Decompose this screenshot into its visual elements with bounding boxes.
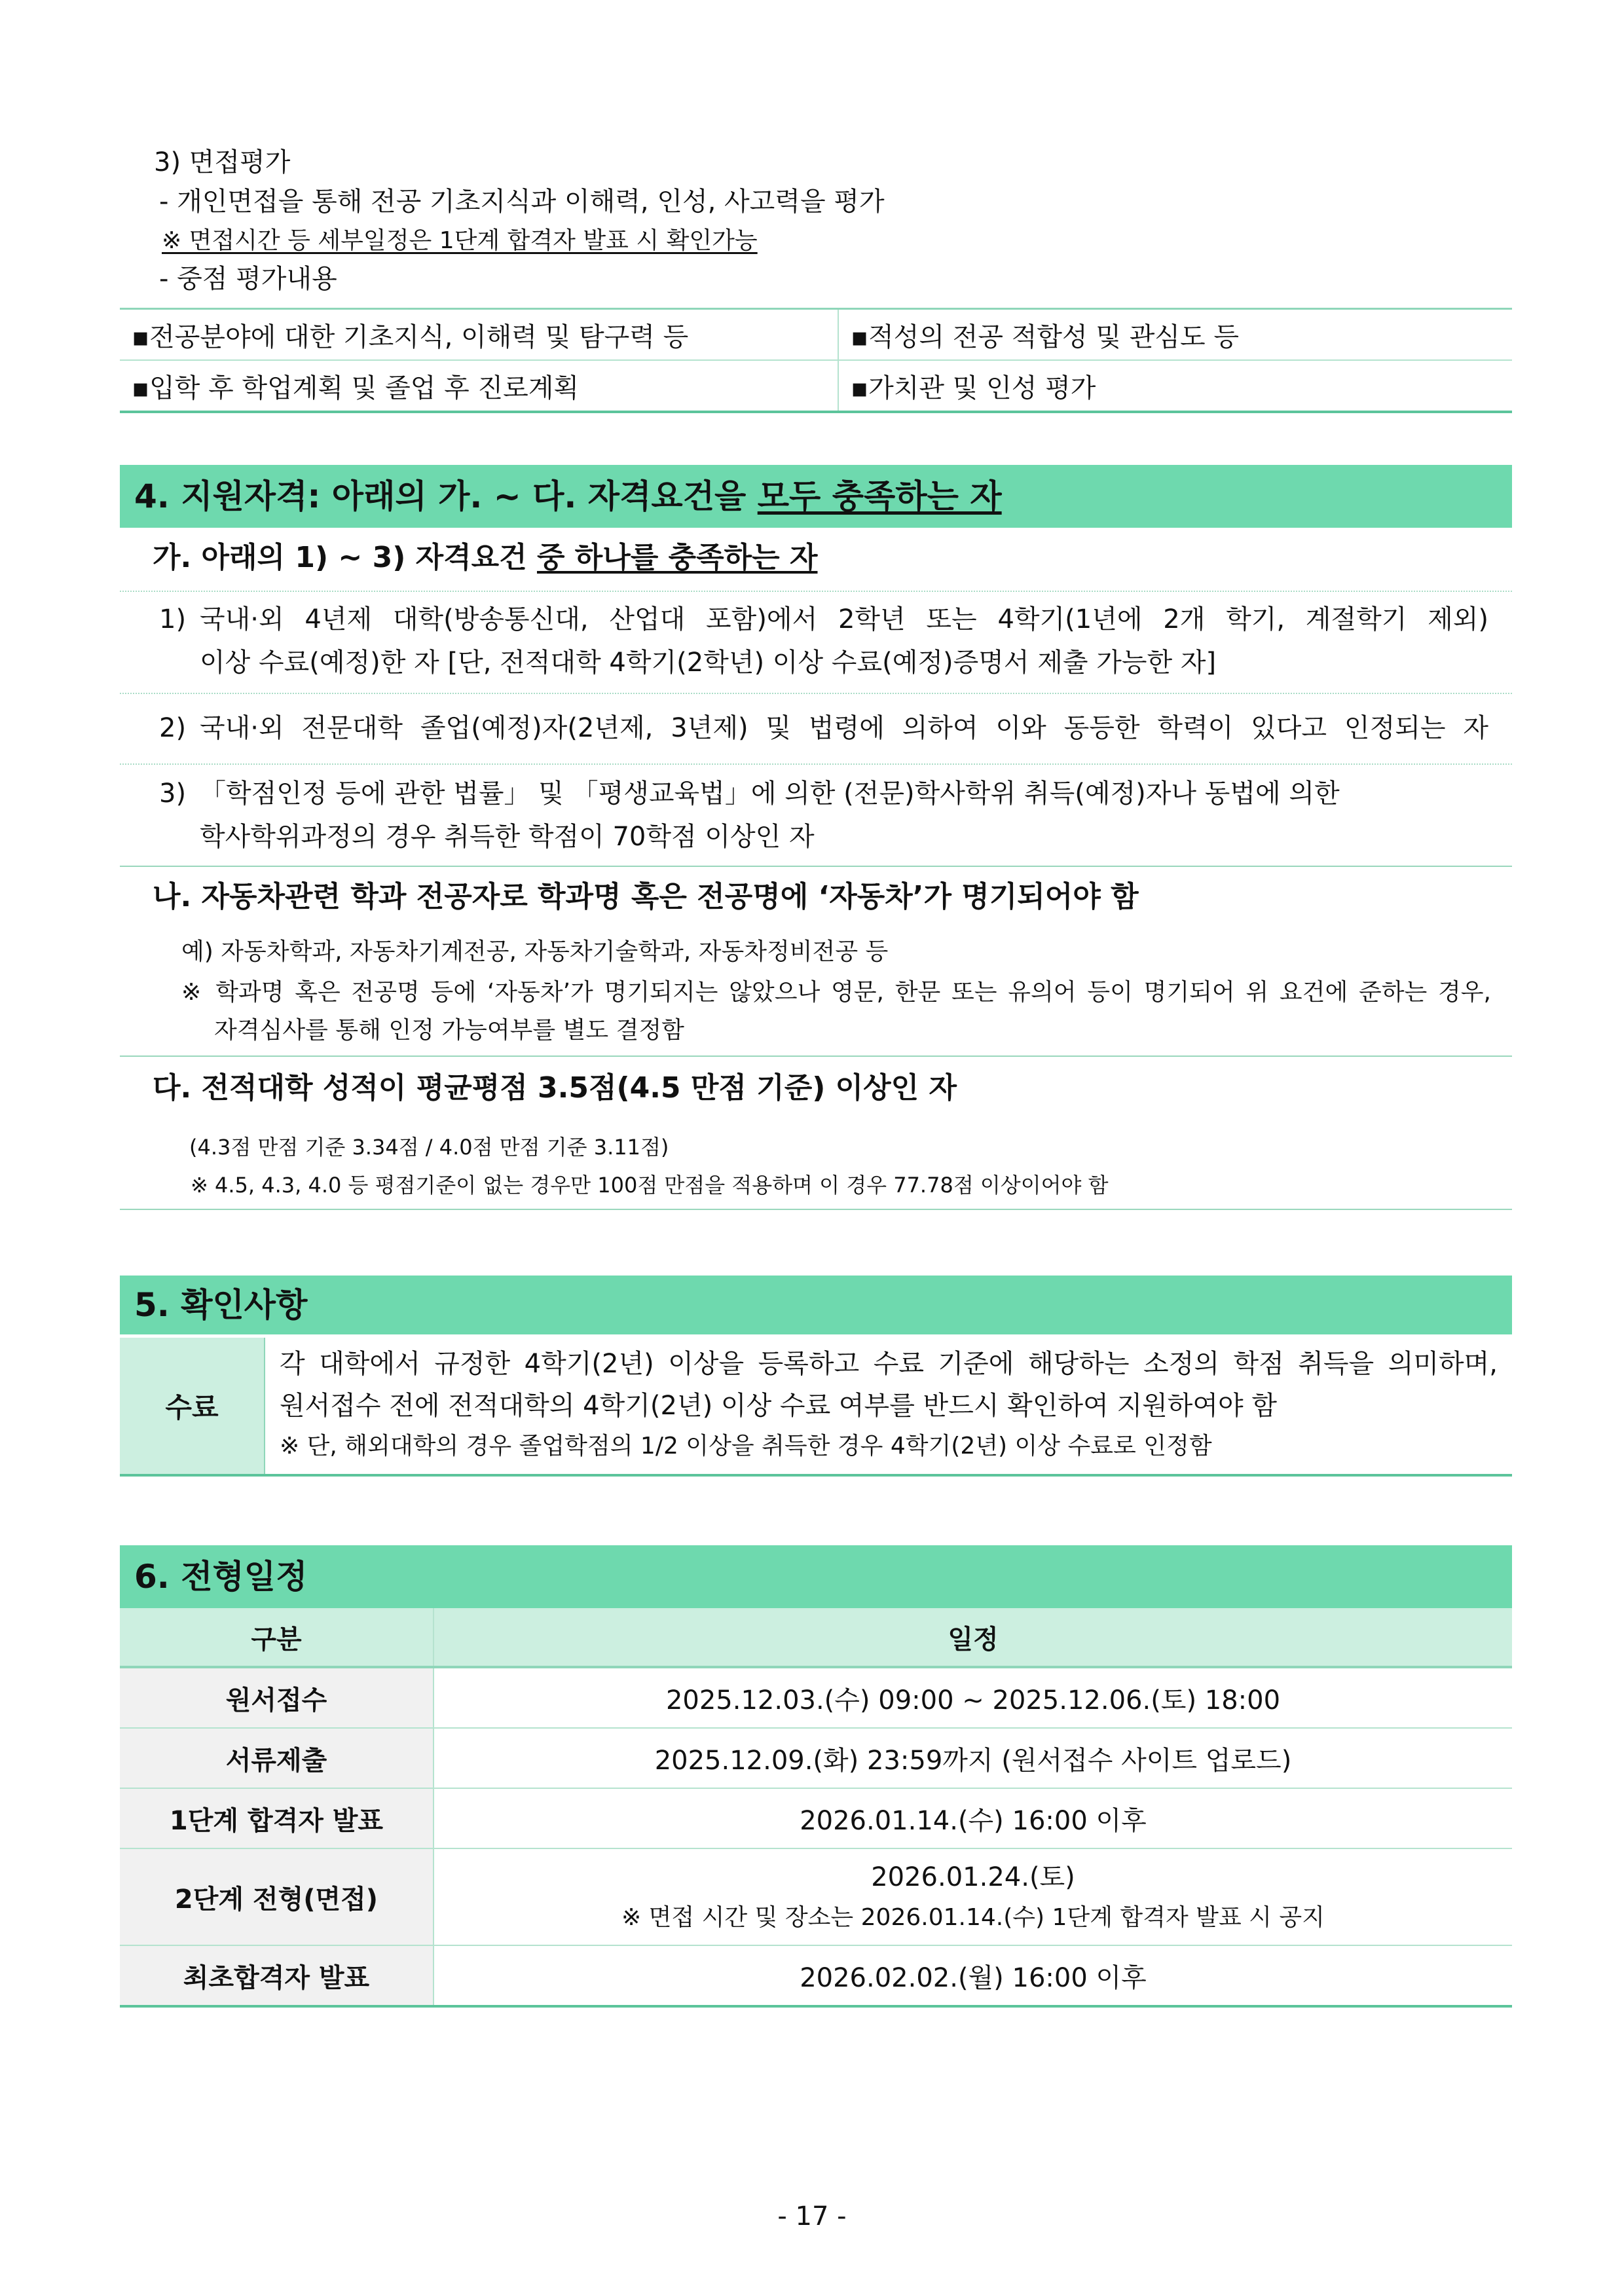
schedule-label: 2단계 전형(면접) [120,1848,434,1945]
schedule-value: 2025.12.03.(수) 09:00 ~ 2025.12.06.(토) 18:00 [434,1667,1512,1728]
ga-item2-line1 [159,707,1488,749]
na-note-line1: ※ 학과명 혹은 전공명 등에 ‘자동차’가 명기되지는 않았으나 영문, 한문 또는 유의어 등이 명기되어 위 요건에 준하는 경우, [181,979,1491,1006]
divider [120,866,1512,867]
confirm-line1: 각 대학에서 규정한 4학기(2년) 이상을 등록하고 수료 기준에 해당하는 소정의 학점 취득을 의미하며, [280,1349,1498,1379]
section4-title-underlined: 모두 충족하는 자 [757,477,1002,515]
schedule-label: 최초합격자 발표 [120,1945,434,2006]
table-row [120,1667,1512,1728]
schedule-label: 1단계 합격자 발표 [120,1788,434,1848]
schedule-value: 2026.01.14.(수) 16:00 이후 [434,1788,1512,1848]
confirm-note: ※ 단, 해외대학의 경우 졸업학점의 1/2 이상을 취득한 경우 4학기(2년) 이상 수료로 인정함 [280,1433,1212,1460]
interview-line1: - 개인면접을 통해 전공 기초지식과 이해력, 인성, 사고력을 평가 [159,187,885,217]
divider [120,763,1512,765]
section5-title: 5. 확인사항 [120,1276,1512,1334]
ga-heading-text: 가. 아래의 1) ~ 3) 자격요건 [153,541,537,574]
confirm-label: 수료 [120,1338,265,1475]
schedule-label: 원서접수 [120,1667,434,1728]
confirm-table [120,1338,1512,1477]
ga-item2-text1: 국내·외 전문대학 졸업(예정)자(2년제, 3년제) 및 법령에 의하여 이와 동등한 학력이 있다고 인정되는 자 [200,713,1488,743]
table-row [120,1788,1512,1848]
da-line1: (4.3점 만점 기준 3.34점 / 4.0점 만점 기준 3.11점) [189,1135,669,1160]
ga-item3-number: 3) [159,779,187,809]
divider [120,1209,1512,1210]
ga-item3-line1 [159,773,1488,815]
table-row [120,1338,1512,1475]
criteria-cell: ▪적성의 전공 적합성 및 관심도 등 [838,309,1512,361]
page-number: - 17 - [777,2201,847,2231]
section4-title-text: 4. 지원자격: 아래의 가. ~ 다. 자격요건을 [134,477,758,515]
section6-title: 6. 전형일정 [120,1545,1512,1608]
header-schedule: 일정 [434,1608,1512,1667]
interview-heading: 3) 면접평가 [154,147,291,177]
da-heading: 다. 전적대학 성적이 평균평점 3.5점(4.5 만점 기준) 이상인 자 [153,1071,957,1105]
interview-note: ※ 면접시간 등 세부일정은 1단계 합격자 발표 시 확인가능 [162,227,758,254]
schedule-label: 서류제출 [120,1728,434,1788]
criteria-cell: ▪전공분야에 대한 기초지식, 이해력 및 탐구력 등 [120,309,838,361]
table-row [120,1848,1512,1945]
interview-criteria-table [120,308,1512,413]
ga-item2-number: 2) [159,713,187,743]
ga-item3-text1: 「학점인정 등에 관한 법률」 및 「평생교육법」에 의한 (전문)학사학위 취득(예정)자나 동법에 의한 [200,779,1340,809]
schedule-value: 2026.01.24.(토) [871,1862,1075,1892]
confirm-line2: 원서접수 전에 전적대학의 4학기(2년) 이상 수료 여부를 반드시 확인하여 지원하여야 함 [280,1391,1278,1421]
na-heading: 나. 자동차관련 학과 전공자로 학과명 혹은 전공명에 ‘자동차’가 명기되어야 함 [153,880,1139,913]
na-example: 예) 자동차학과, 자동차기계전공, 자동차기술학과, 자동차정비전공 등 [181,938,889,965]
ga-item1-line1 [159,598,1488,640]
table-header-row [120,1608,1512,1667]
confirm-body [265,1338,1512,1475]
na-note-line2: 자격심사를 통해 인정 가능여부를 별도 결정함 [214,1017,684,1044]
schedule-value: 2026.02.02.(월) 16:00 이후 [434,1945,1512,2006]
header-category: 구분 [120,1608,434,1667]
ga-item1-text1: 국내·외 4년제 대학(방송통신대, 산업대 포함)에서 2학년 또는 4학기(1년에 2개 학기, 계절학기 제외) [200,604,1488,634]
table-row [120,1728,1512,1788]
schedule-value: 2025.12.09.(화) 23:59까지 (원서접수 사이트 업로드) [434,1728,1512,1788]
schedule-table [120,1608,1512,2008]
ga-item3-line2: 학사학위과정의 경우 취득한 학점이 70학점 이상인 자 [200,822,815,852]
da-line2: ※ 4.5, 4.3, 4.0 등 평점기준이 없는 경우만 100점 만점을 적용하며 이 경우 77.78점 이상이어야 함 [191,1173,1109,1198]
divider [120,1056,1512,1057]
table-row [120,309,1512,361]
schedule-note: ※ 면접 시간 및 장소는 2026.01.14.(수) 1단계 합격자 발표 시 공지 [621,1904,1325,1931]
ga-item1-line2: 이상 수료(예정)한 자 [단, 전적대학 4학기(2학년) 이상 수료(예정)증명서 제출 가능한 자] [200,648,1217,678]
ga-item1-number: 1) [159,604,187,634]
criteria-cell: ▪입학 후 학업계획 및 졸업 후 진로계획 [120,360,838,412]
schedule-value-cell [434,1848,1512,1945]
ga-heading [153,538,817,578]
divider [120,693,1512,694]
ga-heading-underlined: 중 하나를 충족하는 자 [536,541,818,574]
criteria-cell: ▪가치관 및 인성 평가 [838,360,1512,412]
section4-title [120,465,1512,528]
interview-line2: - 중점 평가내용 [159,264,337,294]
divider [120,591,1512,592]
table-row [120,1945,1512,2006]
table-row [120,360,1512,412]
